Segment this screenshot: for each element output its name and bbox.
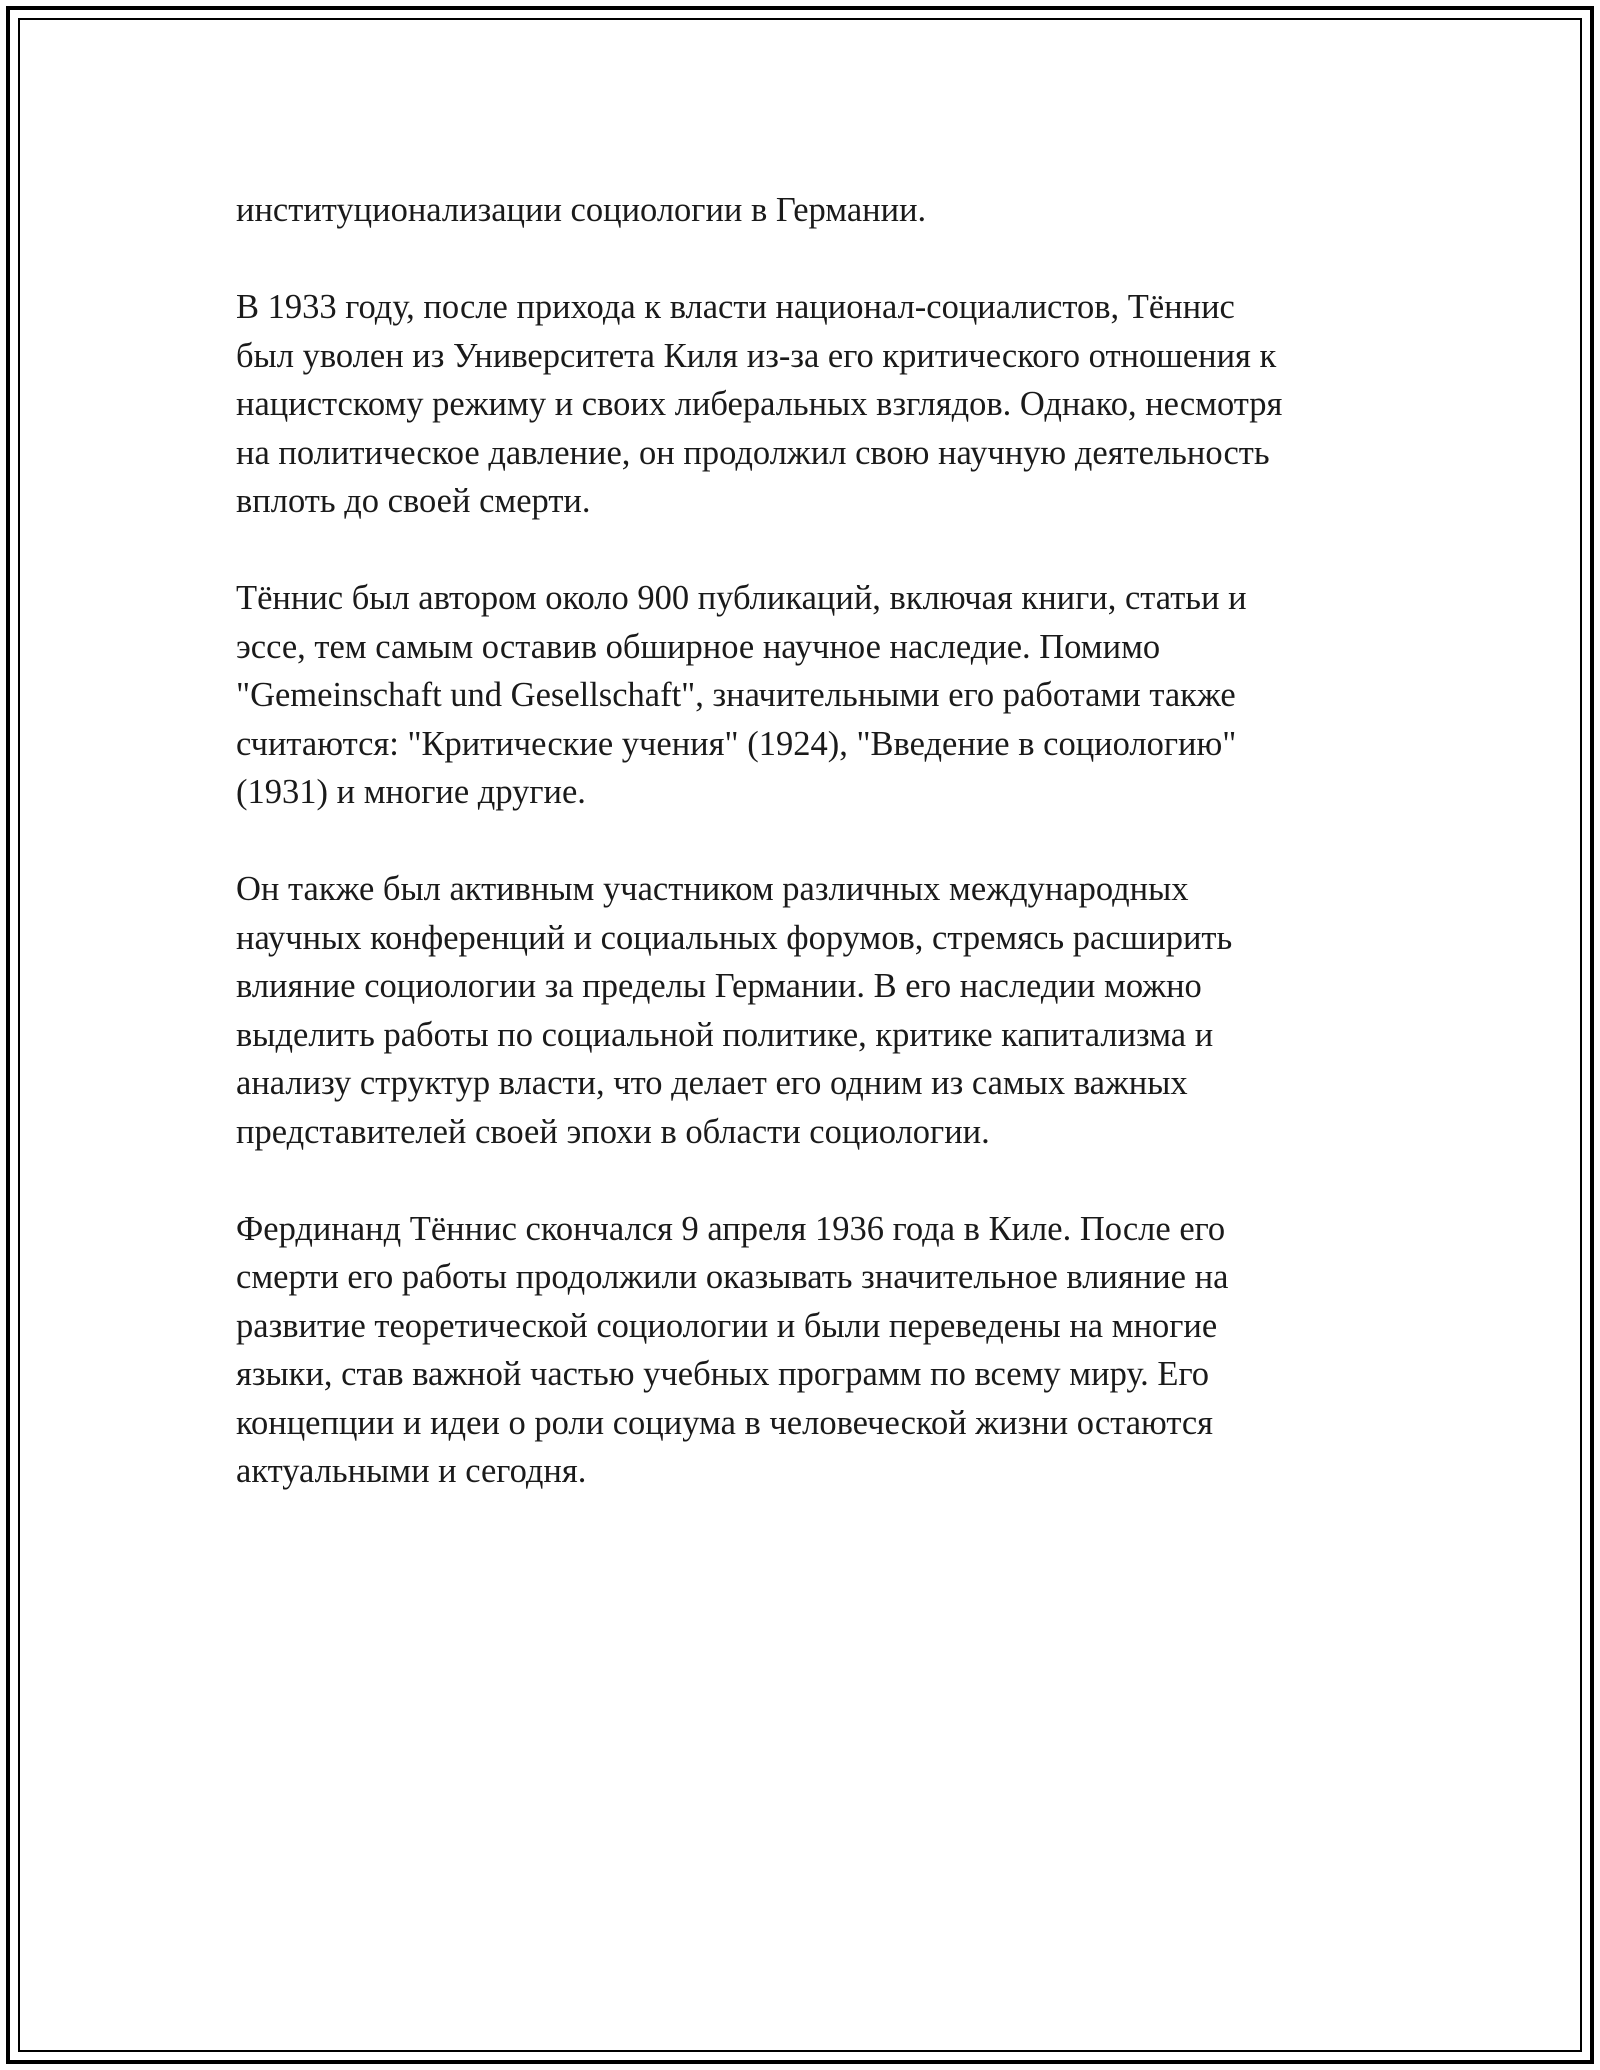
text-line: Он также был активным участником различных международных xyxy=(236,870,1189,908)
text-line: смерти его работы продолжили оказывать значительное влияние на xyxy=(236,1258,1229,1296)
text-line: представителей своей эпохи в области социологии. xyxy=(236,1112,990,1151)
text-line: Фердинанд Тённис скончался 9 апреля 1936 года в Киле. После его xyxy=(236,1209,1226,1248)
paragraph xyxy=(236,283,1366,526)
text-line: влияние социологии за пределы Германии. В его наследии можно xyxy=(236,967,1202,1005)
text-line: научных конференций и социальных форумов, стремясь расширить xyxy=(236,918,1233,957)
text-line: был уволен из Университета Киля из-за его критического отношения к xyxy=(236,336,1277,375)
text-line: актуальными и сегодня. xyxy=(236,1452,587,1490)
text-line: считаются: "Критические учения" (1924), "Введение в социологию" xyxy=(236,724,1237,763)
text-line: анализу структур власти, что делает его одним из самых важных xyxy=(236,1064,1188,1102)
document-body xyxy=(236,186,1366,1544)
text-line: выделить работы по социальной политике, критике капитализма и xyxy=(236,1015,1214,1054)
paragraph xyxy=(236,574,1366,817)
paragraph xyxy=(236,186,1366,235)
text-line: нацистскому режиму и своих либеральных взглядов. Однако, несмотря xyxy=(236,385,1283,423)
text-line: на политическое давление, он продолжил свою научную деятельность xyxy=(236,433,1270,472)
text-line: Тённис был автором около 900 публикаций, включая книги, статьи и xyxy=(236,579,1247,617)
paragraph xyxy=(236,1205,1366,1496)
text-line: В 1933 году, после прихода к власти национал-социалистов, Тённис xyxy=(236,288,1235,326)
text-line: вплоть до своей смерти. xyxy=(236,482,591,520)
text-line: (1931) и многие другие. xyxy=(236,773,586,811)
text-line: институционализации социологии в Германии. xyxy=(236,191,927,229)
paragraph xyxy=(236,865,1366,1156)
text-line: языки, став важной частью учебных программ по всему миру. Его xyxy=(236,1355,1210,1393)
text-line: концепции и идеи о роли социума в человеческой жизни остаются xyxy=(236,1403,1214,1442)
text-line: эссе, тем самым оставив обширное научное наследие. Помимо xyxy=(236,627,1161,666)
text-line: развитие теоретической социологии и были переведены на многие xyxy=(236,1306,1218,1345)
text-line: "Gemeinschaft und Gesellschaft", значительными его работами также xyxy=(236,676,1236,714)
